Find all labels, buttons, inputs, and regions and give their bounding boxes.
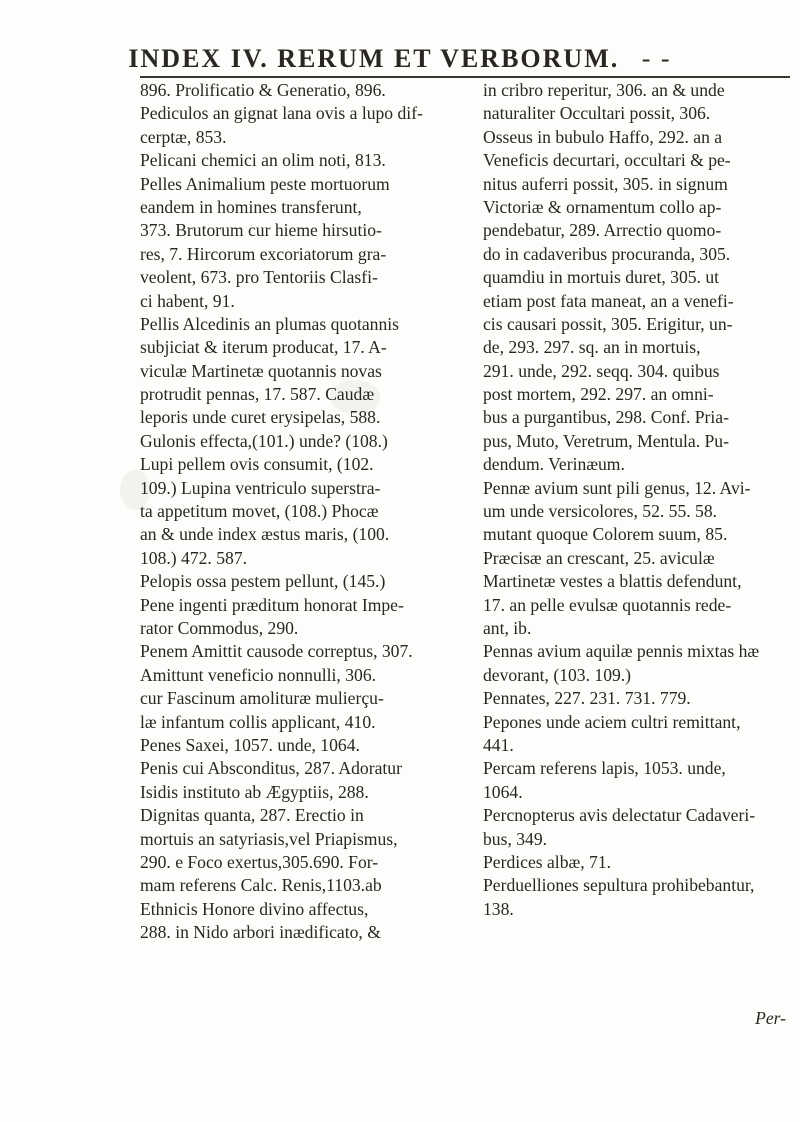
- index-line: Victoriæ & ornamentum collo ap-: [483, 196, 722, 217]
- index-line: 109.) Lupina ventriculo superstra-: [140, 477, 381, 498]
- index-line: Pennates, 227. 231. 731. 779.: [483, 688, 691, 709]
- index-line: 288. in Nido arbori inædificato, &: [140, 922, 381, 943]
- index-line: an & unde index æstus maris, (100.: [140, 524, 390, 545]
- index-line: ci habent, 91.: [140, 290, 235, 311]
- index-line: do in cadaveribus procuranda, 305.: [483, 243, 731, 264]
- index-line: Ethnicis Honore divino affectus,: [140, 898, 369, 919]
- index-line: Osseus in bubulo Haffo, 292. an a: [483, 126, 723, 147]
- index-line: naturaliter Occultari possit, 306.: [483, 103, 711, 124]
- index-line: Pellis Alcedinis an plumas quotannis: [140, 313, 400, 334]
- index-line: dendum. Verinæum.: [483, 454, 625, 475]
- index-line: leporis unde curet erysipelas, 588.: [140, 407, 381, 428]
- index-line: protrudit pennas, 17. 587. Caudæ: [140, 384, 375, 405]
- index-line: Perdices albæ, 71.: [483, 851, 612, 872]
- index-line: Gulonis effecta,(101.) unde? (108.): [140, 430, 388, 451]
- right-column: [483, 79, 793, 921]
- index-line: Pennas avium aquilæ pennis mixtas hæ: [483, 641, 760, 662]
- running-head: [0, 44, 800, 74]
- index-line: res, 7. Hircorum excoriatorum gra-: [140, 243, 387, 264]
- index-line: Veneficis decurtari, occultari & pe-: [483, 150, 731, 171]
- running-head-title: INDEX IV. RERUM ET VERBORUM.: [128, 44, 620, 73]
- index-line: nitus auferri possit, 305. in signum: [483, 173, 728, 194]
- index-line: 138.: [483, 898, 514, 919]
- index-line: Amittunt veneficio nonnulli, 306.: [140, 664, 377, 685]
- index-line: ta appetitum movet, (108.) Phocæ: [140, 501, 379, 522]
- index-line: subjiciat & iterum producat, 17. A-: [140, 337, 387, 358]
- index-line: 290. e Foco exertus,305.690. For-: [140, 851, 379, 872]
- index-line: etiam post fata maneat, an a venefi-: [483, 290, 734, 311]
- index-line: mortuis an satyriasis,vel Priapismus,: [140, 828, 398, 849]
- index-line: Pennæ avium sunt pili genus, 12. Avi-: [483, 477, 751, 498]
- index-line: de, 293. 297. sq. an in mortuis,: [483, 337, 701, 358]
- index-line: pus, Muto, Veretrum, Mentula. Pu-: [483, 430, 729, 451]
- index-line: cis causari possit, 305. Erigitur, un-: [483, 313, 733, 334]
- header-rule: [140, 76, 790, 78]
- index-line: Percnopterus avis delectatur Cadaveri-: [483, 805, 756, 826]
- index-line: læ infantum collis applicant, 410.: [140, 711, 376, 732]
- left-column: [140, 79, 470, 944]
- index-line: 1064.: [483, 781, 523, 802]
- index-line: bus a purgantibus, 298. Conf. Pria-: [483, 407, 729, 428]
- index-line: cur Fascinum amolituræ mulierçu-: [140, 688, 384, 709]
- index-line: cerptæ, 853.: [140, 126, 227, 147]
- index-line: Præcisæ an crescant, 25. aviculæ: [483, 547, 715, 568]
- index-line: 108.) 472. 587.: [140, 547, 248, 568]
- index-line: mam referens Calc. Renis,1103.ab: [140, 875, 382, 896]
- index-line: Penem Amittit causode correptus, 307.: [140, 641, 413, 662]
- index-line: veolent, 673. pro Tentoriis Clasfi-: [140, 267, 378, 288]
- index-line: pendebatur, 289. Arrectio quomo-: [483, 220, 722, 241]
- index-line: post mortem, 292. 297. an omni-: [483, 384, 714, 405]
- index-line: Pene ingenti præditum honorat Impe-: [140, 594, 404, 615]
- index-line: Pelles Animalium peste mortuorum: [140, 173, 390, 194]
- index-line: 373. Brutorum cur hieme hirsutio-: [140, 220, 382, 241]
- index-line: 441.: [483, 734, 514, 755]
- index-line: Pediculos an gignat lana ovis a lupo dif-: [140, 103, 423, 124]
- index-line: Lupi pellem ovis consumit, (102.: [140, 454, 374, 475]
- index-line: Isidis instituto ab Ægyptiis, 288.: [140, 781, 369, 802]
- index-line: bus, 349.: [483, 828, 548, 849]
- index-line: Pelopis ossa pestem pellunt, (145.): [140, 571, 386, 592]
- index-line: Percam referens lapis, 1053. unde,: [483, 758, 726, 779]
- index-line: Penes Saxei, 1057. unde, 1064.: [140, 734, 360, 755]
- index-line: in cribro reperitur, 306. an & unde: [483, 80, 725, 100]
- index-line: Pepones unde aciem cultri remittant,: [483, 711, 741, 732]
- index-line: devorant, (103. 109.): [483, 664, 632, 685]
- index-line: um unde versicolores, 52. 55. 58.: [483, 501, 718, 522]
- index-line: Pelicani chemici an olim noti, 813.: [140, 150, 386, 171]
- catchword: Per-: [755, 1008, 786, 1028]
- index-line: quamdiu in mortuis duret, 305. ut: [483, 267, 720, 288]
- index-line: mutant quoque Colorem suum, 85.: [483, 524, 728, 545]
- index-line: Perduelliones sepultura prohibebantur,: [483, 875, 755, 896]
- index-line: Dignitas quanta, 287. Erectio in: [140, 805, 364, 826]
- running-head-dash: - -: [641, 44, 672, 73]
- index-line: rator Commodus, 290.: [140, 617, 299, 638]
- index-line: Penis cui Absconditus, 287. Adoratur: [140, 758, 402, 779]
- index-line: ant, ib.: [483, 617, 532, 638]
- index-line: eandem in homines transferunt,: [140, 196, 362, 217]
- index-line: viculæ Martinetæ quotannis novas: [140, 360, 382, 381]
- index-line: 291. unde, 292. seqq. 304. quibus: [483, 360, 720, 381]
- index-line: 896. Prolificatio & Generatio, 896.: [140, 80, 386, 100]
- index-line: Martinetæ vestes a blattis defendunt,: [483, 571, 742, 592]
- index-line: 17. an pelle evulsæ quotannis rede-: [483, 594, 732, 615]
